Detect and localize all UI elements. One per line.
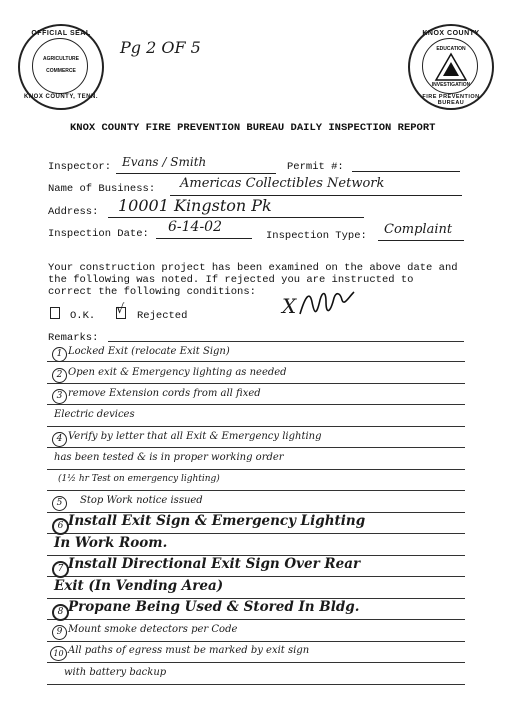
remark-number: 9 — [52, 625, 67, 640]
remark-line: Stop Work notice issued — [80, 495, 203, 506]
remark-rule — [47, 404, 465, 405]
notice-line-2: the following was noted. If rejected you are instructed to — [48, 274, 414, 286]
remark-line: Install Directional Exit Sign Over Rear — [68, 556, 361, 572]
date-underline — [156, 238, 252, 239]
remark-line: Verify by letter that all Exit & Emergency lighting — [68, 431, 322, 442]
date-value: 6-14-02 — [168, 219, 222, 235]
fire-bureau-seal-right — [408, 24, 494, 110]
remark-line: Electric devices — [54, 409, 135, 420]
remark-rule — [47, 469, 465, 470]
remark-line: Exit (In Vending Area) — [54, 578, 224, 594]
permit-underline — [352, 171, 460, 172]
remark-rule — [47, 576, 465, 577]
rejected-checkmark: √ — [116, 302, 125, 317]
remark-rule — [47, 426, 465, 427]
ok-checkbox — [50, 307, 60, 319]
seal-inner-ring — [32, 38, 88, 94]
inspector-underline — [116, 173, 276, 174]
business-value: Americas Collectibles Network — [180, 176, 385, 191]
remark-line: Install Exit Sign & Emergency Lighting — [68, 513, 366, 529]
remark-line: with battery backup — [64, 667, 167, 678]
seal-mid-text-1: EDUCATION — [436, 46, 466, 52]
remark-rule — [47, 447, 465, 448]
remark-rule — [47, 533, 465, 534]
inspector-value: Evans / Smith — [122, 155, 207, 169]
seal-top-text: OFFICIAL SEAL — [31, 30, 91, 37]
address-underline — [108, 217, 364, 218]
remark-rule — [47, 383, 465, 384]
remark-rule — [47, 361, 465, 362]
remark-rule — [47, 490, 465, 491]
address-label: Address: — [48, 206, 99, 218]
remark-number: 8 — [52, 604, 69, 621]
remark-number: 1 — [52, 347, 67, 362]
remark-line: Open exit & Emergency lighting as needed — [68, 367, 287, 378]
remark-number: 5 — [52, 496, 67, 511]
remark-line: Locked Exit (relocate Exit Sign) — [68, 346, 230, 357]
notice-line-3: correct the following conditions: — [48, 286, 256, 298]
remark-line: In Work Room. — [54, 535, 168, 551]
type-value: Complaint — [384, 222, 453, 237]
remark-line: All paths of egress must be marked by exit sign — [68, 645, 310, 656]
remark-line: remove Extension cords from all fixed — [68, 388, 261, 399]
address-value: 10001 Kingston Pk — [118, 196, 272, 215]
remark-rule — [47, 619, 465, 620]
business-label: Name of Business: — [48, 183, 156, 195]
inspector-signature-mark: X — [282, 294, 297, 318]
remark-rule — [47, 641, 465, 642]
seal-bottom-text: KNOX COUNTY, TENN. — [23, 94, 98, 100]
date-label: Inspection Date: — [48, 228, 149, 240]
remark-line: (1½ hr Test on emergency lighting) — [58, 474, 220, 484]
seal-mid-text-1: AGRICULTURE — [42, 56, 79, 62]
remark-line: has been tested & is in proper working order — [54, 452, 284, 463]
report-title: KNOX COUNTY FIRE PREVENTION BUREAU DAILY INSPECTION REPORT — [70, 122, 436, 134]
page-marker: Pg 2 OF 5 — [120, 38, 201, 57]
remark-number: 3 — [52, 389, 67, 404]
remarks-label: Remarks: — [48, 332, 99, 344]
seal-bottom-text: FIRE PREVENTION BUREAU — [422, 94, 480, 106]
notice-line-1: Your construction project has been examined on the above date and — [48, 262, 458, 274]
remark-line: Propane Being Used & Stored In Bldg. — [68, 599, 360, 615]
remark-number: 4 — [52, 432, 67, 447]
rejected-label: Rejected — [137, 310, 188, 322]
remark-rule — [47, 684, 465, 685]
official-seal-left — [18, 24, 104, 110]
type-label: Inspection Type: — [266, 230, 367, 242]
remark-rule — [108, 341, 464, 342]
seal-mid-text-2: COMMERCE — [46, 68, 76, 74]
permit-label: Permit #: — [287, 161, 344, 173]
remark-number: 6 — [52, 518, 69, 535]
seal-mid-text-2: INVESTIGATION — [431, 82, 471, 88]
inspector-signature — [296, 288, 358, 322]
type-underline — [378, 240, 464, 241]
remark-number: 7 — [52, 561, 69, 578]
remark-line: Mount smoke detectors per Code — [68, 624, 238, 635]
ok-label: O.K. — [70, 310, 96, 322]
triangle-emblem-icon — [434, 52, 468, 82]
remark-number: 2 — [52, 368, 67, 383]
seal-top-text: KNOX COUNTY — [422, 30, 480, 37]
inspector-label: Inspector: — [48, 161, 112, 173]
remark-rule — [47, 662, 465, 663]
remark-number: 10 — [50, 646, 67, 661]
